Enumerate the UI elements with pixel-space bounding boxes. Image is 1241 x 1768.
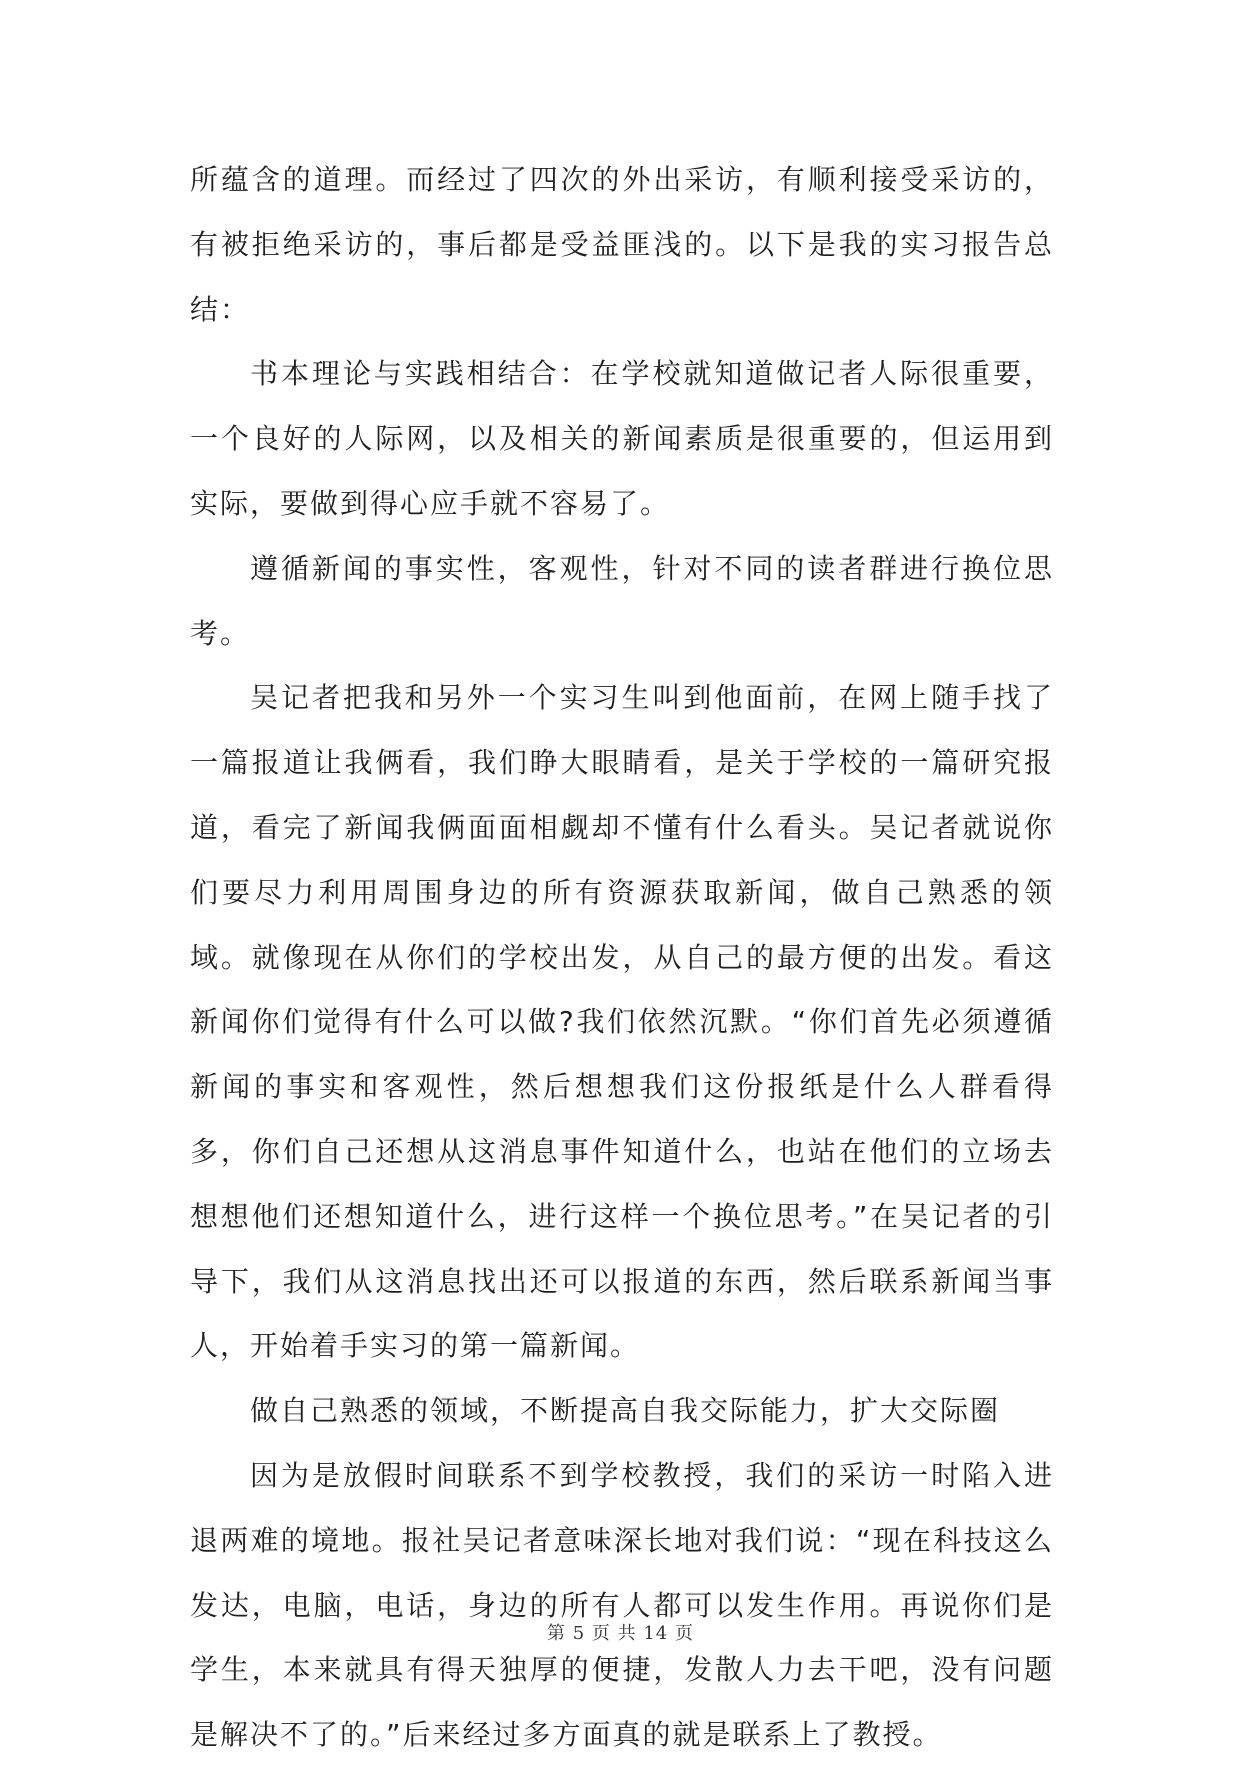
page-number-footer: 第 5 页 共 14 页	[547, 1623, 694, 1644]
paragraph-1: 所蕴含的道理。而经过了四次的外出采访，有顺利接受采访的，有被拒绝采访的，事后都是受益匪浅的。以下是我的实习报告总结：	[190, 163, 1054, 326]
paragraph-5: 做自己熟悉的领域，不断提高自我交际能力，扩大交际圈	[250, 1394, 1001, 1428]
document-body	[190, 148, 1054, 1768]
paragraph-2: 书本理论与实践相结合：在学校就知道做记者人际很重要，一个良好的人际网，以及相关的新闻素质是很重要的，但运用到实际，要做到得心应手就不容易了。	[190, 357, 1054, 520]
paragraph-6: 因为是放假时间联系不到学校教授，我们的采访一时陷入进退两难的境地。报社吴记者意味深长地对我们说：“现在科技这么发达，电脑，电话，身边的所有人都可以发生作用。再说你们是学生，本来就具有得天独厚的便捷，发散人力去干吧，没有问题是解决不了的。”后来经过多方面真的就是联系上了教授。	[190, 1458, 1054, 1752]
paragraph-4: 吴记者把我和另外一个实习生叫到他面前，在网上随手找了一篇报道让我俩看，我们睁大眼睛看，是关于学校的一篇研究报道，看完了新闻我俩面面相觑却不懂有什么看头。吴记者就说你们要尽力利用周围身边的所有资源获取新闻，做自己熟悉的领域。就像现在从你们的学校出发，从自己的最方便的出发。看这新闻你们觉得有什么可以做?我们依然沉默。“你们首先必须遵循新闻的事实和客观性，然后想想我们这份报纸是什么人群看得多，你们自己还想从这消息事件知道什么，也站在他们的立场去想想他们还想知道什么，进行这样一个换位思考。”在吴记者的引导下，我们从这消息找出还可以报道的东西，然后联系新闻当事人，开始着手实习的第一篇新闻。	[190, 681, 1054, 1363]
paragraph-3: 遵循新闻的事实性，客观性，针对不同的读者群进行换位思考。	[190, 551, 1054, 650]
